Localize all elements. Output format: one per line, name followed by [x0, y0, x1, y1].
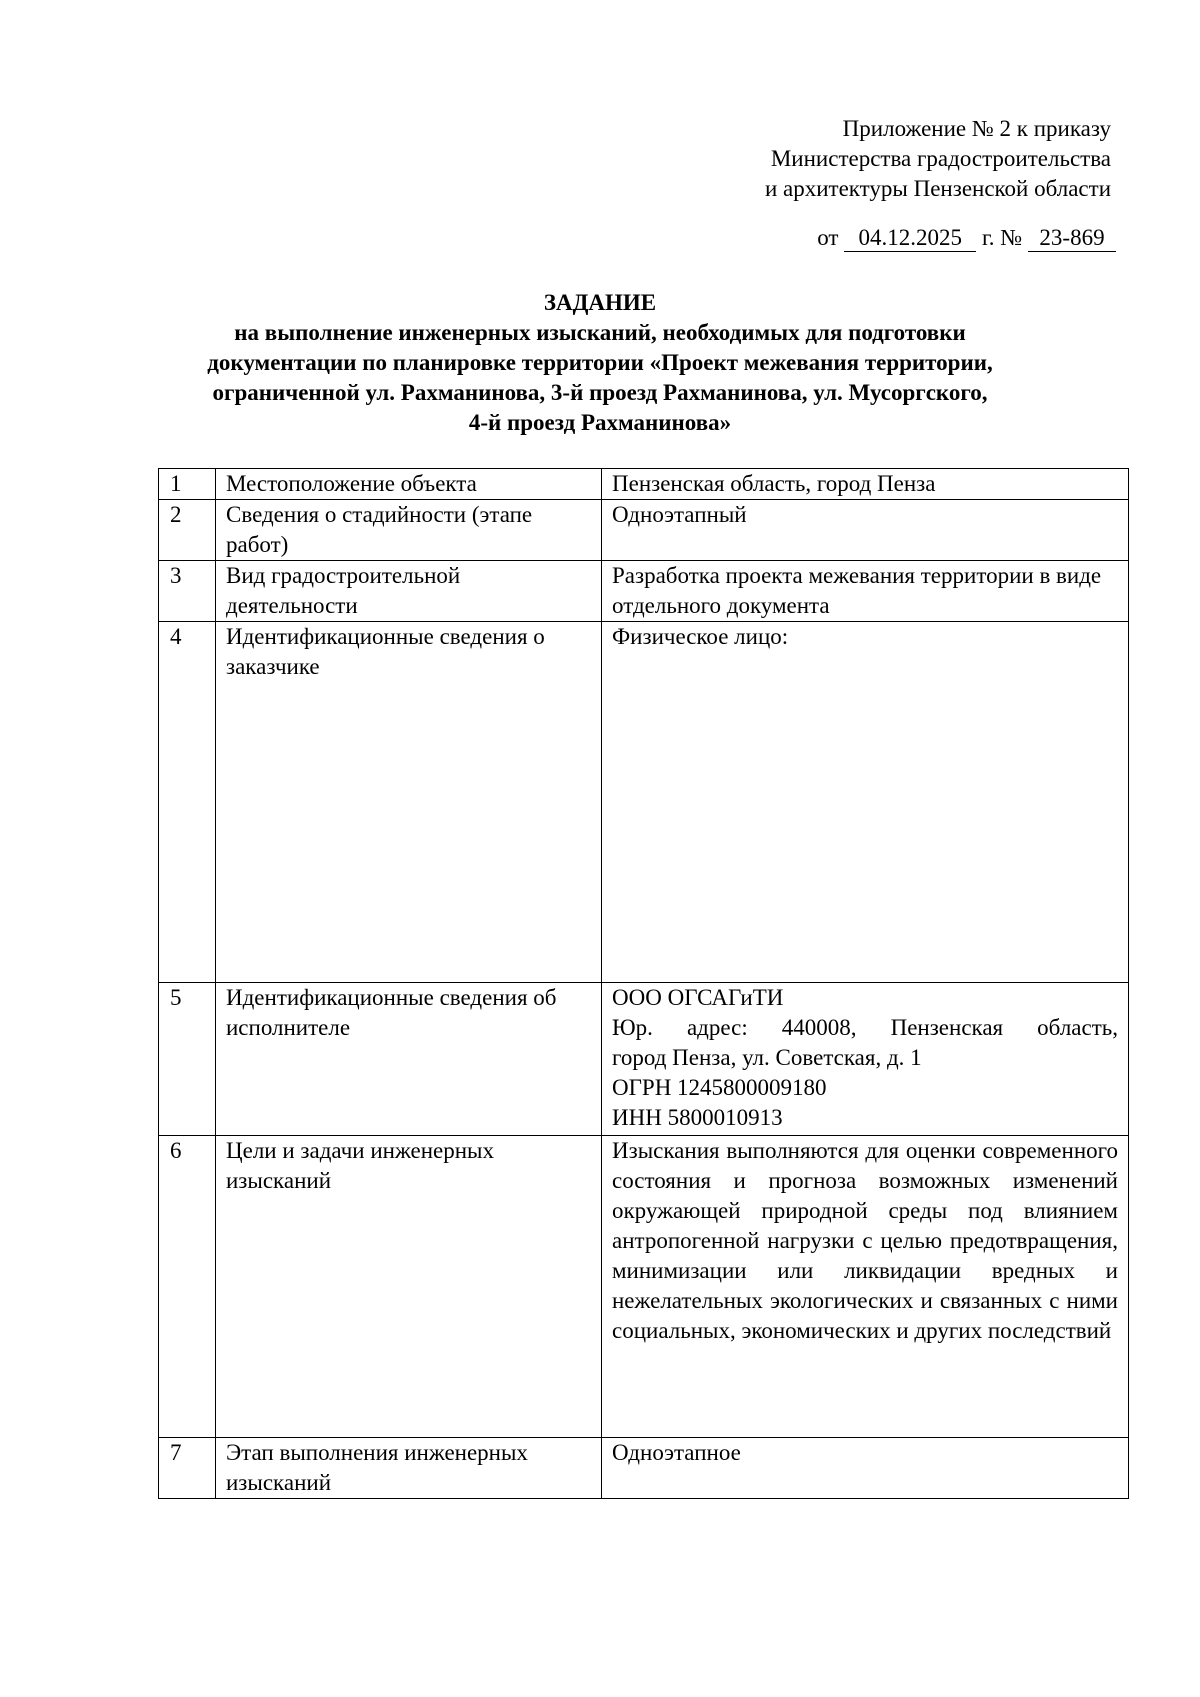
row-label: Местоположение объекта [216, 469, 602, 500]
executor-address: Юр. адрес: 440008, Пензенская область, [612, 1015, 1118, 1040]
appendix-line: Министерства градостроительства [770, 146, 1111, 171]
table-row [159, 1438, 1129, 1499]
order-date: 04.12.2025 [844, 225, 976, 252]
order-year-suffix: г. [981, 225, 995, 250]
title-line: 4-й проезд Рахманинова» [468, 410, 732, 435]
order-from-label: от [817, 225, 839, 250]
row-value [602, 983, 1129, 1136]
row-number: 1 [159, 469, 216, 500]
executor-name: ООО ОГСАГиТИ [612, 985, 784, 1010]
table-row [159, 983, 1129, 1136]
row-number: 3 [159, 561, 216, 622]
row-value: Одноэтапный [602, 500, 1129, 561]
row-label: Вид градостроительной деятельности [216, 561, 602, 622]
title-heading: ЗАДАНИЕ [543, 290, 657, 315]
executor-address: город Пенза, ул. Советская, д. 1 [612, 1045, 922, 1070]
table-row [159, 500, 1129, 561]
row-number: 2 [159, 500, 216, 561]
row-label: Цели и задачи инженерных изысканий [216, 1136, 602, 1438]
executor-inn: ИНН 5800010913 [612, 1105, 783, 1130]
row-value: Физическое лицо: [602, 622, 1129, 983]
row-number: 7 [159, 1438, 216, 1499]
task-table [158, 468, 1129, 1499]
row-number: 4 [159, 622, 216, 983]
row-value: Разработка проекта межевания территории в виде отдельного документа [602, 561, 1129, 622]
row-value: Изыскания выполняются для оценки современного состояния и прогноза возможных изменений окружающей природной среды под влиянием антропогенной нагрузки с целью предотвращения, минимизации или ликвидации вредных и нежелательных экологических и связанных с ними социальных, экономических и других последствий [602, 1136, 1129, 1438]
row-number: 6 [159, 1136, 216, 1438]
row-label: Этап выполнения инженерных изысканий [216, 1438, 602, 1499]
appendix-line: и архитектуры Пензенской области [764, 176, 1111, 201]
appendix-line: Приложение № 2 к приказу [842, 116, 1111, 141]
order-number: 23-869 [1028, 225, 1116, 252]
row-label: Идентификационные сведения об исполнителе [216, 983, 602, 1136]
title-line: документации по планировке территории «Проект межевания территории, [207, 350, 993, 375]
row-label: Идентификационные сведения о заказчике [216, 622, 602, 983]
table-row [159, 1136, 1129, 1438]
row-label: Сведения о стадийности (этапе работ) [216, 500, 602, 561]
table-row [159, 622, 1129, 983]
row-value: Одноэтапное [602, 1438, 1129, 1499]
title-line: ограниченной ул. Рахманинова, 3-й проезд Рахманинова, ул. Мусоргского, [212, 380, 988, 405]
title-line: на выполнение инженерных изысканий, необходимых для подготовки [234, 320, 966, 345]
appendix-note [765, 114, 1111, 204]
table-row [159, 561, 1129, 622]
order-reference [817, 223, 1116, 253]
table-row [159, 469, 1129, 500]
document-title [130, 288, 1070, 438]
order-number-sign: № [1000, 225, 1023, 250]
executor-ogrn: ОГРН 1245800009180 [612, 1075, 827, 1100]
row-value: Пензенская область, город Пенза [602, 469, 1129, 500]
row-number: 5 [159, 983, 216, 1136]
